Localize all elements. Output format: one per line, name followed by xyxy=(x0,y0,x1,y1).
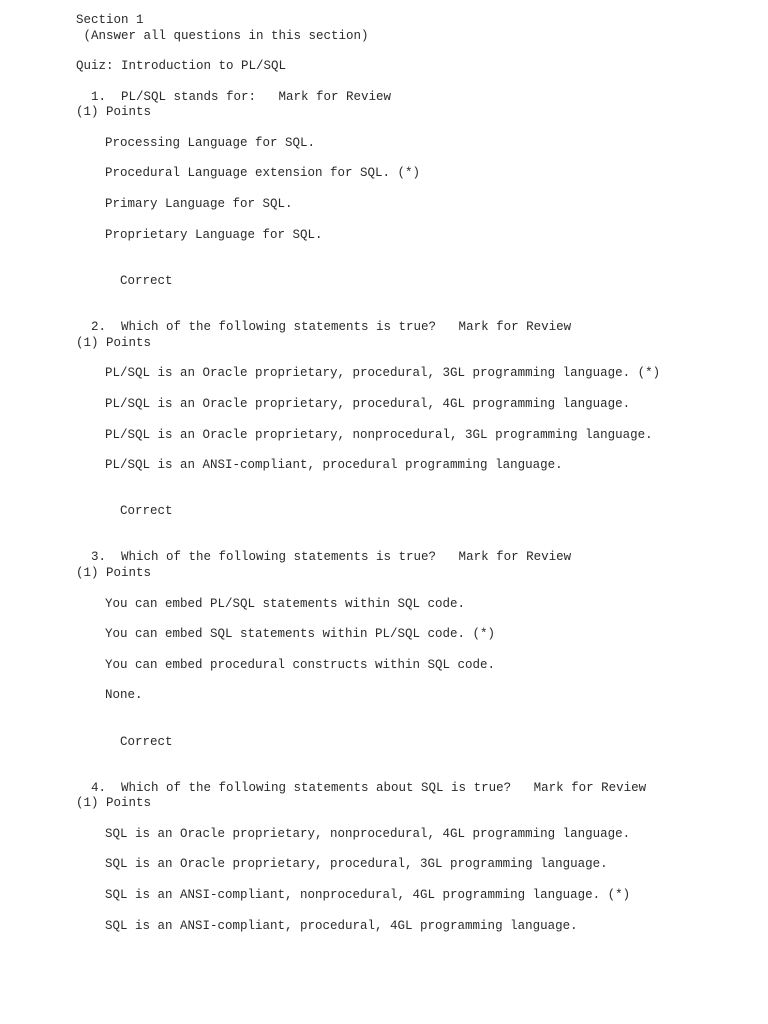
answer-option: You can embed procedural constructs within SQL code. xyxy=(105,658,496,672)
answer-option: Proprietary Language for SQL. xyxy=(105,228,323,242)
question-stem: 1. PL/SQL stands for: Mark for Review xyxy=(76,90,392,104)
answer-option: PL/SQL is an ANSI-compliant, procedural programming language. xyxy=(105,458,563,472)
quiz-title: Quiz: Introduction to PL/SQL xyxy=(76,59,287,73)
answer-option: SQL is an Oracle proprietary, procedural, 3GL programming language. xyxy=(105,857,608,871)
section-title: Section 1 xyxy=(76,13,144,27)
answer-option: SQL is an ANSI-compliant, procedural, 4GL programming language. xyxy=(105,919,578,933)
answer-feedback: Correct xyxy=(120,735,173,749)
question-points: (1) Points xyxy=(76,105,152,119)
question-points: (1) Points xyxy=(76,796,152,810)
answer-option: None. xyxy=(105,688,143,702)
section-instruction: (Answer all questions in this section) xyxy=(76,29,369,43)
question-stem: 3. Which of the following statements is true? Mark for Review xyxy=(76,550,572,564)
question-points: (1) Points xyxy=(76,566,152,580)
answer-option: PL/SQL is an Oracle proprietary, procedural, 4GL programming language. xyxy=(105,397,631,411)
question-stem: 4. Which of the following statements about SQL is true? Mark for Review xyxy=(76,781,647,795)
answer-feedback: Correct xyxy=(120,504,173,518)
answer-option: You can embed PL/SQL statements within SQL code. xyxy=(105,597,466,611)
answer-option: PL/SQL is an Oracle proprietary, nonprocedural, 3GL programming language. xyxy=(105,428,653,442)
answer-feedback: Correct xyxy=(120,274,173,288)
answer-option: Procedural Language extension for SQL. (*) xyxy=(105,166,421,180)
answer-option: Primary Language for SQL. xyxy=(105,197,293,211)
answer-option: SQL is an Oracle proprietary, nonprocedural, 4GL programming language. xyxy=(105,827,631,841)
answer-option: You can embed SQL statements within PL/SQL code. (*) xyxy=(105,627,496,641)
answer-option: Processing Language for SQL. xyxy=(105,136,316,150)
answer-option: SQL is an ANSI-compliant, nonprocedural, 4GL programming language. (*) xyxy=(105,888,631,902)
answer-option: PL/SQL is an Oracle proprietary, procedural, 3GL programming language. (*) xyxy=(105,366,661,380)
question-points: (1) Points xyxy=(76,336,152,350)
question-stem: 2. Which of the following statements is true? Mark for Review xyxy=(76,320,572,334)
